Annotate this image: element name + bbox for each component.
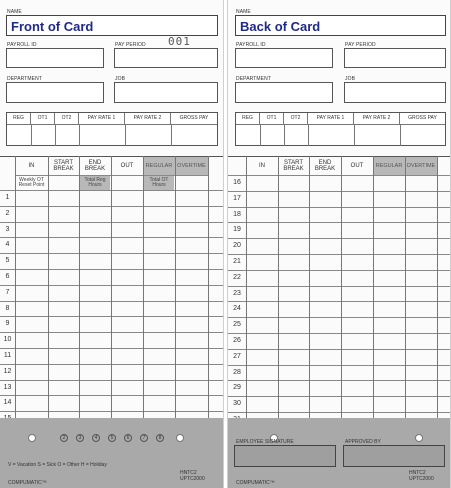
row-divider <box>0 332 224 333</box>
row-divider <box>228 175 451 176</box>
row-divider <box>0 237 224 238</box>
pay-col-rate1: PAY RATE 1 <box>308 113 354 124</box>
pay-divider <box>79 124 80 146</box>
col-in: IN <box>259 163 265 169</box>
column-divider <box>111 156 112 418</box>
pay-col-rate2: PAY RATE 2 <box>125 113 171 124</box>
row-number: 28 <box>233 368 241 376</box>
row-number: 14 <box>3 399 12 407</box>
pay-divider <box>171 124 172 146</box>
col-end-break-line2: BREAK <box>314 166 336 172</box>
row-number: 29 <box>233 384 241 392</box>
column-divider <box>143 156 144 418</box>
row-divider <box>228 380 451 381</box>
payroll-id-label: PAYROLL ID <box>7 42 37 48</box>
department-field[interactable] <box>235 82 333 103</box>
row-divider <box>228 396 451 397</box>
pay-divider <box>55 124 56 146</box>
weekly-ot-reset-point <box>15 176 48 190</box>
department-label: DEPARTMENT <box>236 76 271 82</box>
row-number: 6 <box>5 273 10 280</box>
col-end-break-line1: END <box>88 160 102 166</box>
employee-signature-field[interactable] <box>234 445 336 467</box>
row-divider <box>0 253 224 254</box>
column-divider <box>208 156 209 418</box>
row-number: 9 <box>5 320 10 328</box>
time-grid[interactable] <box>228 156 451 418</box>
column-divider <box>373 156 374 418</box>
row-number: 19 <box>233 226 241 234</box>
col-overtime: OVERTIME <box>405 157 437 175</box>
form-code-1: HNTC2 <box>180 470 197 476</box>
row-divider <box>0 364 224 365</box>
pay-col-reg: REG <box>236 113 260 124</box>
col-end-break <box>309 157 341 175</box>
punch-code-circle: 8 <box>156 434 164 442</box>
punch-code-circle: 5 <box>108 434 116 442</box>
row-number: 11 <box>3 352 12 359</box>
front-card <box>0 0 224 488</box>
row-number: 13 <box>3 383 12 391</box>
pay-header-divider <box>7 124 217 125</box>
row-number: 4 <box>5 241 10 249</box>
job-field[interactable] <box>114 82 218 103</box>
punch-hole <box>176 434 184 442</box>
col-start-break-line2: BREAK <box>283 166 304 172</box>
pay-col-rate1: PAY RATE 1 <box>79 113 125 124</box>
total-reg-hours <box>80 176 110 190</box>
row-divider <box>0 301 224 302</box>
col-end-break-line2: BREAK <box>84 166 106 172</box>
row-number: 21 <box>233 258 241 265</box>
pay-divider <box>125 124 126 146</box>
pay-divider <box>308 124 309 146</box>
row-divider <box>228 238 451 239</box>
job-field[interactable] <box>344 82 446 103</box>
row-number: 3 <box>5 225 10 233</box>
col-in: IN <box>28 163 35 169</box>
column-divider <box>48 156 49 418</box>
col-end-break <box>79 157 111 175</box>
row-divider <box>228 254 451 255</box>
name-label: NAME <box>236 9 251 15</box>
row-number: 16 <box>233 179 241 186</box>
row-divider <box>228 191 451 192</box>
row-divider <box>0 395 224 396</box>
pay-divider <box>31 124 32 146</box>
pay-col-ot2: OT2 <box>55 113 79 124</box>
pay-col-rate2: PAY RATE 2 <box>354 113 400 124</box>
card-title: Back of Card <box>240 19 321 34</box>
job-label: JOB <box>115 76 126 82</box>
row-number: 2 <box>5 209 10 217</box>
row-divider <box>228 301 451 302</box>
approved-by-label: APPROVED BY <box>345 439 381 445</box>
column-divider <box>79 156 80 418</box>
col-overtime: OVERTIME <box>175 157 208 175</box>
row-number: 24 <box>233 305 241 313</box>
department-field[interactable] <box>6 82 104 103</box>
department-label: DEPARTMENT <box>7 76 42 82</box>
approved-by-field[interactable] <box>343 445 445 467</box>
col-regular: REGULAR <box>143 157 175 175</box>
name-field[interactable] <box>235 15 446 36</box>
row-divider <box>228 207 451 208</box>
weekly-ot-line2: Reset Point <box>18 182 45 188</box>
front-bottom-band <box>0 418 224 488</box>
column-divider <box>278 156 279 418</box>
total-reg-line1: Total Reg <box>84 177 106 183</box>
row-number: 8 <box>5 304 10 312</box>
row-number: 5 <box>5 257 10 265</box>
row-divider <box>228 222 451 223</box>
row-number: 18 <box>233 210 241 218</box>
pay-summary-table[interactable] <box>235 112 446 146</box>
absence-code-legend: V = Vacation S = Sick O = Other H = Holiday <box>8 462 107 468</box>
row-divider <box>0 222 224 223</box>
row-divider <box>0 380 224 381</box>
form-code-2: UPTC2000 <box>180 476 205 482</box>
row-divider <box>228 333 451 334</box>
row-divider <box>228 317 451 318</box>
brand-logo: COMPUMATIC™ <box>8 480 47 486</box>
row-divider <box>228 365 451 366</box>
name-label: NAME <box>7 9 22 15</box>
row-divider <box>228 412 451 413</box>
row-divider <box>0 269 224 270</box>
row-number: 17 <box>233 194 241 202</box>
pay-divider <box>260 124 261 146</box>
row-divider <box>0 190 224 191</box>
pay-header-divider <box>236 124 445 125</box>
form-code-2: UPTC2000 <box>409 476 434 482</box>
card-title: Front of Card <box>11 19 94 34</box>
payroll-id-field[interactable] <box>6 48 104 68</box>
punch-code-circle: 6 <box>124 434 132 442</box>
col-end-break-line1: END <box>318 160 332 166</box>
col-out: OUT <box>120 163 134 169</box>
row-number: 10 <box>3 336 12 344</box>
card-serial-number: 001 <box>168 35 191 48</box>
col-start-break <box>278 157 309 175</box>
row-number: 30 <box>233 400 241 408</box>
row-number: 12 <box>3 367 12 375</box>
row-number: 23 <box>233 289 241 297</box>
col-out: OUT <box>350 163 364 169</box>
punch-code-circle: 4 <box>92 434 100 442</box>
brand-logo: COMPUMATIC™ <box>236 480 275 486</box>
row-number: 25 <box>233 321 241 329</box>
row-divider <box>228 270 451 271</box>
pay-period-label: PAY PERIOD <box>345 42 376 48</box>
pay-col-ot2: OT2 <box>284 113 308 124</box>
col-start-break-line2: BREAK <box>53 166 74 172</box>
total-ot-line2: Hours <box>152 182 166 188</box>
row-divider <box>228 286 451 287</box>
column-divider <box>309 156 310 418</box>
pay-summary-table[interactable] <box>6 112 218 146</box>
weekly-ot-line1: Weekly OT <box>19 177 44 183</box>
pay-col-gross: GROSS PAY <box>179 115 209 121</box>
col-regular: REGULAR <box>373 157 405 175</box>
col-start-break-line1: START <box>283 160 304 166</box>
pay-col-reg: REG <box>7 113 31 124</box>
row-number: 20 <box>233 242 241 250</box>
job-label: JOB <box>345 76 356 82</box>
punch-hole <box>28 434 36 442</box>
column-divider <box>246 156 247 418</box>
row-divider <box>0 348 224 349</box>
total-reg-line2: Hours <box>88 182 102 188</box>
row-number: 27 <box>233 352 241 360</box>
row-number: 1 <box>5 194 10 201</box>
pay-period-label: PAY PERIOD <box>115 42 146 48</box>
punch-hole <box>415 434 423 442</box>
row-divider <box>0 285 224 286</box>
punch-code-circle: 3 <box>76 434 84 442</box>
row-divider <box>228 349 451 350</box>
pay-divider <box>400 124 401 146</box>
col-start-break <box>48 157 79 175</box>
column-divider <box>341 156 342 418</box>
row-number: 26 <box>233 337 241 344</box>
total-ot-hours <box>144 176 174 190</box>
column-divider <box>405 156 406 418</box>
col-start-break-line1: START <box>53 160 74 166</box>
row-number: 22 <box>233 273 241 281</box>
payroll-id-field[interactable] <box>235 48 333 68</box>
pay-period-field[interactable] <box>344 48 446 68</box>
employee-signature-label: EMPLOYEE SIGNATURE <box>236 439 294 445</box>
pay-period-field[interactable] <box>114 48 218 68</box>
column-divider <box>15 156 16 418</box>
row-divider <box>0 411 224 412</box>
total-ot-line1: Total OT <box>149 177 169 183</box>
column-divider <box>437 156 438 418</box>
back-bottom-band <box>228 418 451 488</box>
pay-col-gross: GROSS PAY <box>408 115 437 121</box>
pay-col-ot1: OT1 <box>260 113 284 124</box>
back-card <box>227 0 451 488</box>
punch-code-circle: 7 <box>140 434 148 442</box>
time-grid[interactable] <box>0 156 224 418</box>
name-field[interactable] <box>6 15 218 36</box>
row-number: 7 <box>5 288 10 296</box>
pay-divider <box>284 124 285 146</box>
row-divider <box>0 206 224 207</box>
column-divider <box>175 156 176 418</box>
punch-code-circle: 2 <box>60 434 68 442</box>
form-code-1: HNTC2 <box>409 470 426 476</box>
row-divider <box>0 316 224 317</box>
pay-divider <box>354 124 355 146</box>
pay-col-ot1: OT1 <box>31 113 55 124</box>
payroll-id-label: PAYROLL ID <box>236 42 266 48</box>
